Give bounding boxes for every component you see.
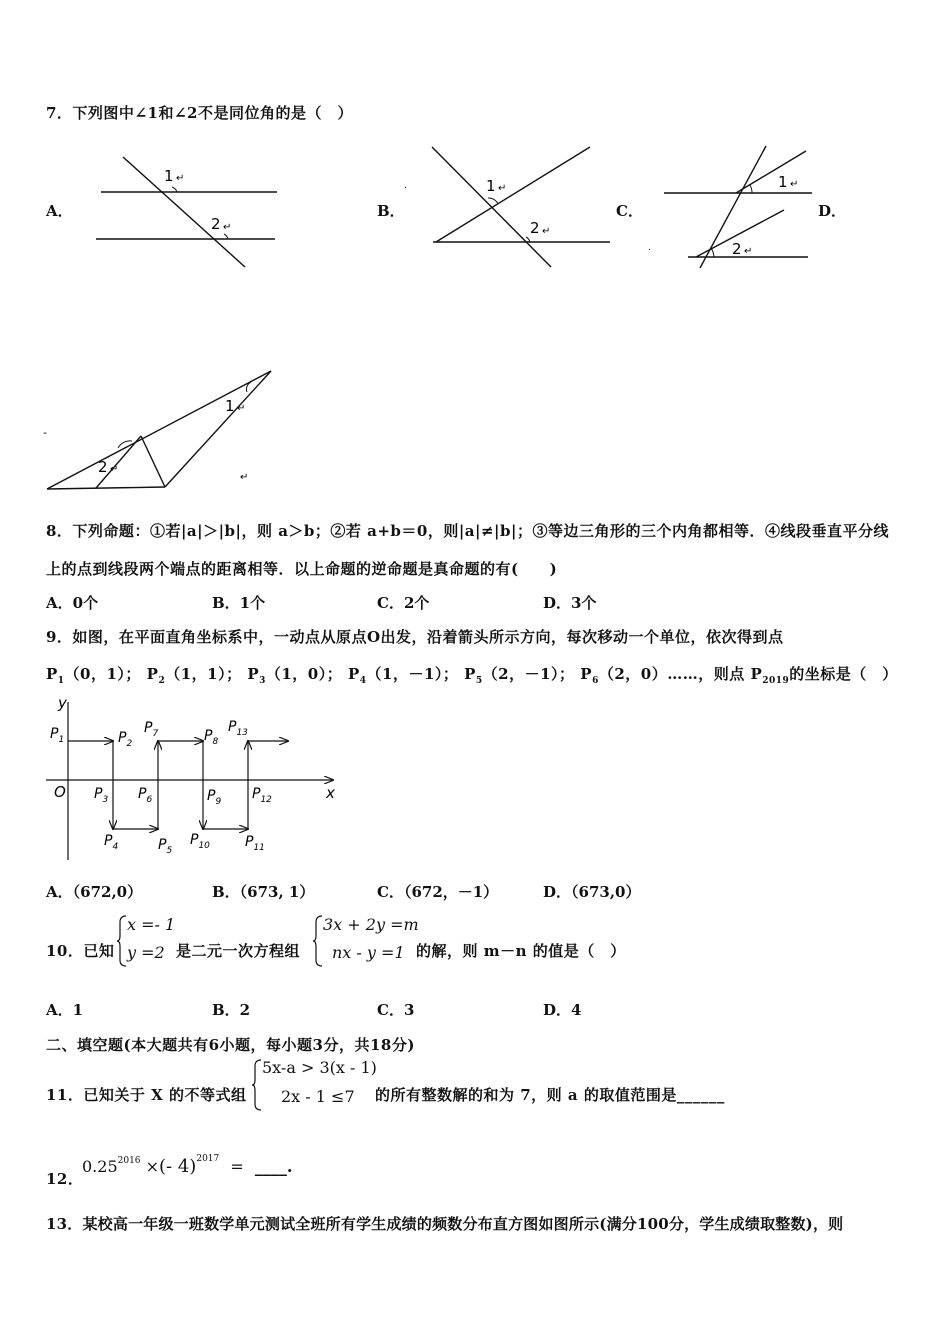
q10-option-c[interactable]: C．3 <box>377 1001 415 1019</box>
q9-line-2 <box>46 663 898 686</box>
q11-ineq-2: 2x - 1 ≤7 <box>281 1087 355 1106</box>
q8-line-2: 上的点到线段两个端点的距离相等．以上命题的逆命题是真命题的有( ) <box>46 560 558 578</box>
q7-c-dot: . <box>648 243 651 253</box>
q7-d-angle-1: 1 <box>225 397 235 415</box>
q7-stem: 7．下列图中∠1和∠2不是同位角的是（ ） <box>46 104 353 122</box>
q7-c-angle-1: 1 <box>778 173 788 191</box>
q7-figure-b <box>398 140 618 270</box>
q9-label-p13: $P_{13}$ <box>228 719 248 738</box>
q9-p3: $P_3(1$，0）； <box>247 665 343 686</box>
q9-label-p9: $P_9$ <box>207 788 222 807</box>
q7-d-mark-1: ↵ <box>237 403 246 414</box>
q7-option-a[interactable]: A． <box>46 202 73 220</box>
q7-option-d[interactable]: D． <box>818 202 847 220</box>
q9-option-a[interactable]: A．（672,0） <box>46 883 143 901</box>
q9-label-p3: $P_3$ <box>94 786 109 805</box>
q9-y-label: y <box>58 694 67 712</box>
q12-expression: $0.25^{2016}$ ×(- 4)$^{2017}$ = ____. <box>82 1153 293 1177</box>
q8-option-d[interactable]: D．3个 <box>543 594 597 612</box>
q11-prefix: 11．已知关于 X 的不等式组 <box>46 1086 247 1104</box>
q7-b-mark-2: ↵ <box>542 226 551 237</box>
q9-option-c[interactable]: C．（672，－1） <box>377 883 499 901</box>
q10-option-b[interactable]: B．2 <box>212 1001 251 1019</box>
q9-label-p10: $P_{10}$ <box>190 832 210 851</box>
q7-a-mark-1: ↵ <box>176 173 185 184</box>
q7-c-mark-2: ↵ <box>744 246 753 257</box>
q7-d-mark-2: ↵ <box>110 464 119 475</box>
q9-origin-label: O <box>54 783 66 801</box>
q9-label-p1: $P_1$ <box>50 726 65 745</box>
q7-option-b[interactable]: B． <box>377 202 405 220</box>
q7-a-angle-1: 1 <box>164 167 174 185</box>
q7-d-dash: - <box>43 426 47 439</box>
q9-p2: $P_2(1$，1）； <box>146 665 242 686</box>
q9-p5: $P_5(2$，－1）； <box>464 665 575 686</box>
q10-option-a[interactable]: A．1 <box>46 1001 84 1019</box>
q8-option-a[interactable]: A．0个 <box>46 594 99 612</box>
q9-p4: $P_4(1$，－1）； <box>347 665 459 686</box>
q7-b-mark-1: ↵ <box>498 183 507 194</box>
q10-sys1-eq2: y =2 <box>127 943 165 962</box>
q11-ineq-1: 5x-a > 3(x - 1) <box>262 1058 377 1077</box>
q10-sys2-eq1: 3x + 2y =m <box>323 915 419 934</box>
q8-option-c[interactable]: C．2个 <box>377 594 430 612</box>
q9-label-p8: $P_8$ <box>204 728 219 747</box>
q9-line-1: 9．如图，在平面直角坐标系中，一动点从原点O出发，沿着箭头所示方向，每次移动一个单位，依次得到点 <box>46 628 784 646</box>
q7-a-angle-2: 2 <box>211 215 221 233</box>
section-2-heading: 二、填空题(本大题共有6小题，每小题3分，共18分) <box>46 1036 415 1054</box>
q9-label-p2: $P_2$ <box>118 730 133 749</box>
q11-answer-blank[interactable]: ______ <box>676 1086 725 1104</box>
q9-option-b[interactable]: B．（673, 1） <box>212 883 315 901</box>
q7-c-mark-1: ↵ <box>790 179 799 190</box>
q9-target: $P_{2019}$的坐标是（ ） <box>750 665 898 686</box>
q9-point-labels <box>50 719 272 856</box>
q8-option-b[interactable]: B．1个 <box>212 594 266 612</box>
q9-label-p5: $P_5$ <box>158 837 173 856</box>
q7-figure-a <box>90 150 290 275</box>
q7-a-mark-2: ↵ <box>223 222 232 233</box>
q7-option-c[interactable]: C． <box>616 202 643 220</box>
q7-figure-c <box>640 140 820 275</box>
q9-label-p6: $P_6$ <box>138 786 153 805</box>
q10-sys1-eq1: x =- 1 <box>127 915 176 934</box>
q13-line-1: 13．某校高一年级一班数学单元测试全班所有学生成绩的频数分布直方图如图所示(满分100分，学生成绩取整数)，则 <box>46 1215 844 1233</box>
q7-c-angle-2: 2 <box>732 240 742 258</box>
q9-label-p7: $P_7$ <box>144 720 159 739</box>
q7-b-angle-1: 1 <box>486 177 496 195</box>
q7-b-angle-2: 2 <box>530 219 540 237</box>
q9-option-d[interactable]: D．（673,0） <box>543 883 641 901</box>
q7-d-mark-3: ↵ <box>240 472 249 483</box>
q11-suffix: 的所有整数解的和为 7，则 a 的取值范围是______ <box>375 1086 725 1104</box>
q10-prefix: 10．已知 <box>46 942 115 960</box>
q9-p1: $P_1(0$，1）； <box>46 665 141 686</box>
q10-option-d[interactable]: D．4 <box>543 1001 582 1019</box>
q7-figure-d <box>40 362 310 497</box>
q9-label-p11: $P_{11}$ <box>245 834 265 853</box>
q9-x-label: x <box>326 784 335 802</box>
q9-label-p4: $P_4$ <box>104 833 119 852</box>
q9-label-p12: $P_{12}$ <box>252 786 272 805</box>
q7-b-dot: . <box>404 181 407 191</box>
q7-d-angle-2: 2 <box>98 458 108 476</box>
q10-sys2-eq2: nx - y =1 <box>332 943 405 962</box>
q12-answer-blank[interactable]: ____ <box>254 1157 287 1176</box>
q10-suffix: 的解，则 m－n 的值是（ ） <box>416 942 626 960</box>
q10-mid: 是二元一次方程组 <box>176 942 301 960</box>
q8-line-1: 8．下列命题：①若|a|＞|b|，则 a＞b；②若 a+b＝0，则|a|≠|b|；③等边三角形的三个内角都相等．④线段垂直平分线 <box>46 522 889 540</box>
q9-figure <box>40 692 350 864</box>
q9-p6: $P_6(2$，0）……，则点 <box>580 665 751 686</box>
q12-number: 12． <box>46 1170 84 1188</box>
